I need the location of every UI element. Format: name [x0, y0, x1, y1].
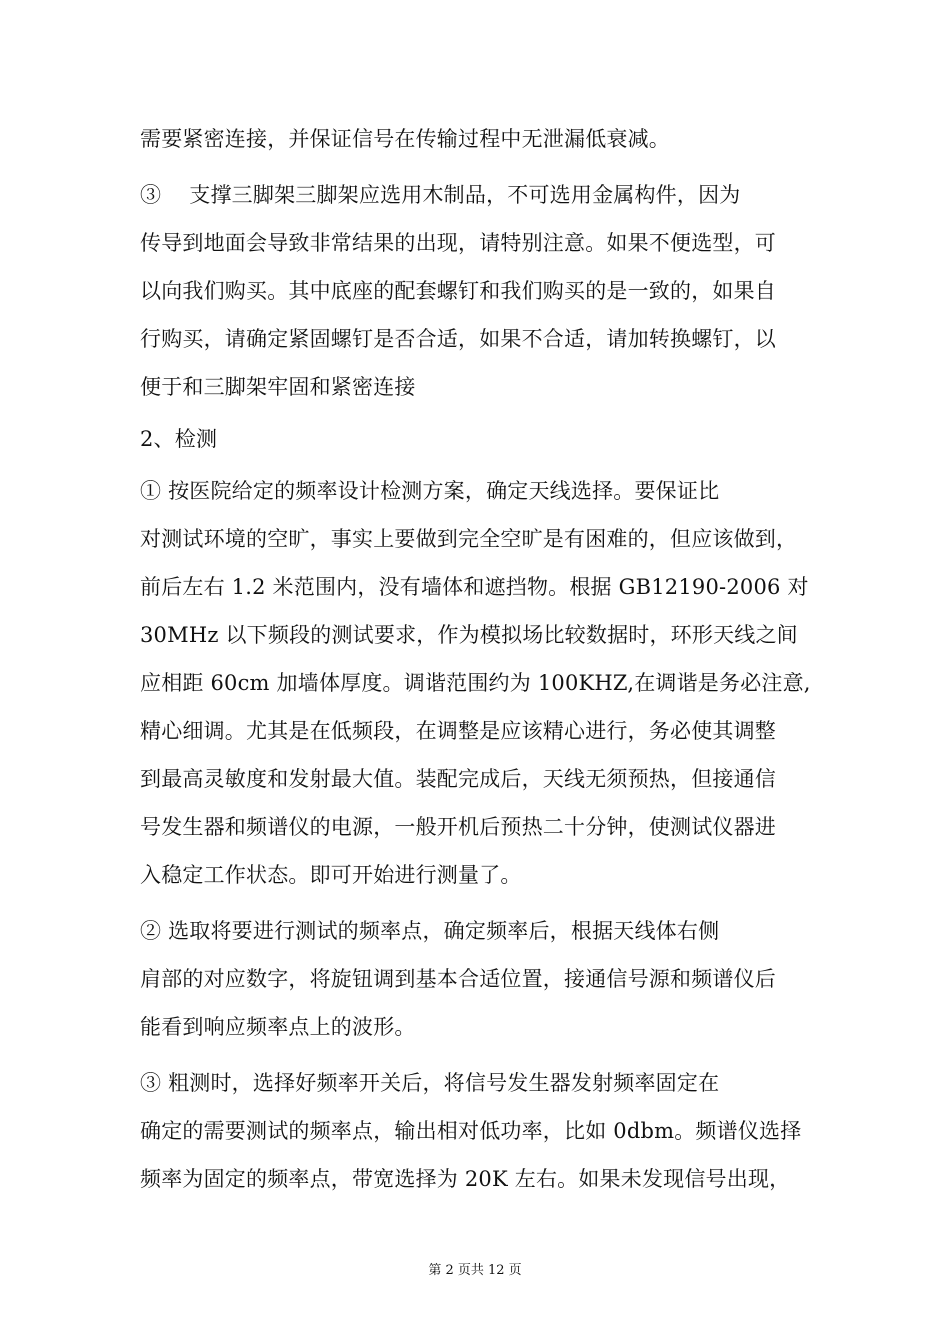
text-line: 30MHz 以下频段的测试要求，作为模拟场比较数据时，环形天线之间 — [140, 623, 798, 647]
text-line: 精心细调。尤其是在低频段，在调整是应该精心进行，务必使其调整 — [140, 719, 776, 743]
section-heading: 2、检测 — [140, 427, 218, 451]
text-line: ① 按医院给定的频率设计检测方案，确定天线选择。要保证比 — [140, 479, 720, 503]
text-line: 传导到地面会导致非常结果的出现，请特别注意。如果不便选型，可 — [140, 231, 776, 255]
text-line: 能看到响应频率点上的波形。 — [140, 1015, 416, 1039]
text-line: 频率为固定的频率点，带宽选择为 20K 左右。如果未发现信号出现， — [140, 1167, 791, 1191]
text-line: 需要紧密连接，并保证信号在传输过程中无泄漏低衰减。 — [140, 127, 670, 151]
text-line: 便于和三脚架牢固和紧密连接 — [140, 375, 416, 399]
text-line: 应相距 60cm 加墙体厚度。调谐范围约为 100KHZ,在调谐是务必注意, — [140, 671, 811, 695]
text-line: 肩部的对应数字，将旋钮调到基本合适位置，接通信号源和频谱仪后 — [140, 967, 776, 991]
text-line: 以向我们购买。其中底座的配套螺钉和我们购买的是一致的，如果自 — [140, 279, 776, 303]
text-line: 到最高灵敏度和发射最大值。装配完成后，天线无须预热，但接通信 — [140, 767, 776, 791]
text-line: 确定的需要测试的频率点，输出相对低功率，比如 0dbm。频谱仪选择 — [140, 1119, 802, 1143]
text-line: ② 选取将要进行测试的频率点，确定频率后，根据天线体右侧 — [140, 919, 720, 943]
page-footer: 第 2 页共 12 页 — [428, 1263, 522, 1278]
text-line: ③ 粗测时，选择好频率开关后，将信号发生器发射频率固定在 — [140, 1071, 720, 1095]
text-line: ③ 支撑三脚架三脚架应选用木制品，不可选用金属构件，因为 — [140, 183, 741, 207]
text-line: 对测试环境的空旷，事实上要做到完全空旷是有困难的，但应该做到， — [140, 527, 798, 551]
text-line: 号发生器和频谱仪的电源，一般开机后预热二十分钟，使测试仪器进 — [140, 815, 776, 839]
text-line: 前后左右 1.2 米范围内，没有墙体和遮挡物。根据 GB12190-2006 对 — [140, 575, 809, 599]
text-line: 入稳定工作状态。即可开始进行测量了。 — [140, 863, 522, 887]
text-line: 行购买，请确定紧固螺钉是否合适，如果不合适，请加转换螺钉，以 — [140, 327, 776, 351]
